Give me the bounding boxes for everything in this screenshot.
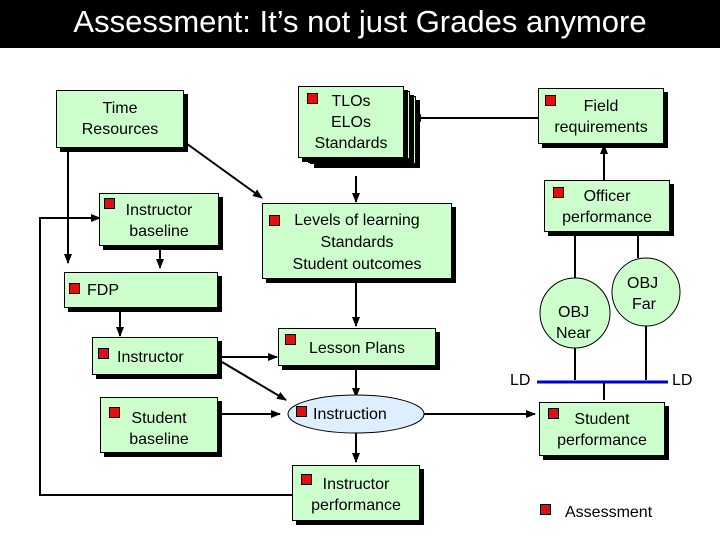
instructor-performance-box — [292, 465, 420, 521]
officer-performance-line2: performance — [562, 209, 652, 226]
page-title: Assessment: It’s not just Grades anymore — [73, 4, 647, 39]
legend-marker — [540, 504, 551, 515]
field-requirements-box — [538, 88, 664, 144]
arrow-instructor-to-instruction — [222, 362, 286, 400]
officer-performance-line1: Officer — [583, 188, 631, 205]
field-requirements-line2: requirements — [554, 119, 648, 136]
assessment-marker — [296, 406, 307, 417]
levels-line2: Standards — [320, 234, 394, 251]
time-resources-line2: Resources — [81, 121, 159, 138]
tlos-line1: TLOs — [331, 93, 371, 110]
student-performance-line2: performance — [557, 432, 647, 449]
levels-box — [262, 203, 452, 279]
fdp-box — [64, 272, 218, 308]
field-requirements-line1: Field — [583, 98, 619, 115]
levels-line3: Student outcomes — [292, 256, 422, 273]
assessment-marker — [69, 283, 80, 294]
instruction-label: Instruction — [313, 406, 387, 423]
tlos-line2: ELOs — [330, 114, 371, 131]
instructor-performance-line1: Instructor — [322, 476, 390, 493]
time-resources-line1: Time — [102, 100, 138, 117]
lesson-plans-label: Lesson Plans — [308, 340, 406, 357]
ld-left-label: LD — [510, 372, 531, 389]
time-resources-box — [56, 90, 184, 148]
student-baseline-line1: Student — [131, 410, 187, 427]
obj-near-line2: Near — [556, 325, 591, 342]
obj-far-line1: OBJ — [627, 275, 659, 292]
instructor-baseline-line1: Instructor — [125, 202, 193, 219]
assessment-marker — [98, 348, 109, 359]
student-performance-box — [539, 402, 665, 456]
student-baseline-box — [100, 397, 218, 453]
instructor-baseline-box — [99, 193, 219, 246]
officer-performance-box — [544, 180, 670, 232]
tlos-box — [298, 86, 404, 158]
legend-label: Assessment — [565, 504, 653, 521]
lesson-plans-box — [278, 328, 436, 366]
student-baseline-line2: baseline — [129, 431, 189, 448]
obj-near-line1: OBJ — [558, 304, 590, 321]
instructor-performance-line2: performance — [311, 497, 401, 514]
instructor-baseline-line2: baseline — [129, 223, 189, 240]
student-performance-line1: Student — [574, 411, 630, 428]
instructor-label: Instructor — [117, 349, 184, 366]
fdp-label: FDP — [87, 282, 119, 299]
ld-right-label: LD — [672, 372, 693, 389]
obj-far-line2: Far — [632, 296, 656, 313]
instructor-box — [92, 337, 218, 375]
tlos-line3: Standards — [314, 135, 388, 152]
levels-line1: Levels of learning — [294, 212, 420, 229]
